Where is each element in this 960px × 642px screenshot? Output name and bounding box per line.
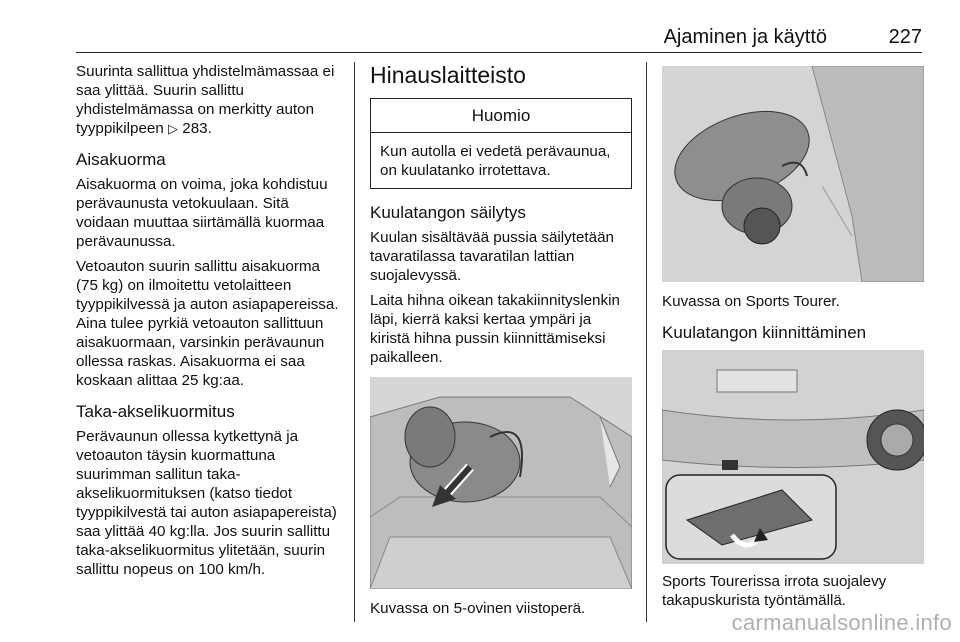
column-3 <box>662 62 924 616</box>
figure-caption: Kuvassa on 5-ovinen viistoperä. <box>370 600 586 617</box>
column-2 <box>370 62 632 624</box>
heading-aisakuorma: Aisakuorma <box>76 150 166 169</box>
paragraph: Vetoauton suurin sallittu aisakuorma (75 kg) on ilmoitettu vetolaitteen tyyppikilvessä ja auton asiapapereissa. Aina tulee pyrkiä vetoauton sallittuun aisakuormaan, varsinkin perävaunun ollessa raskas. Aisakuorma ei saa koskaan alittaa 25 kg:aa. <box>76 258 339 389</box>
figure-caption: Kuvassa on Sports Tourer. <box>662 293 840 310</box>
trunk-bag-illustration <box>370 377 632 589</box>
paragraph: Kuulan sisältävää pussia säilytetään tavaratilassa tavaratilan lattian suojalevyssä. <box>370 229 614 284</box>
paragraph: Aisakuorma on voima, joka kohdistuu perävaunusta vetokuulaan. Sitä voidaan muuttaa siirtämällä kuormaa perävaunussa. <box>76 176 328 250</box>
page-number: 227 <box>888 26 922 48</box>
paragraph: Laita hihna oikean takakiinnityslenkin läpi, kierrä kaksi kertaa ympäri ja kiristä hihna pussin kiinnittämiseksi paikalleen. <box>370 292 620 366</box>
sports-tourer-trunk-illustration <box>662 66 924 282</box>
intro-text: Suurinta sallittua yhdistelmämassaa ei saa ylittää. Suurin sallittu yhdistelmämassa on merkitty auton tyyppikilpeen <box>76 63 335 137</box>
heading-kiinnittaminen: Kuulatangon kiinnittäminen <box>662 323 867 342</box>
heading-sailytys: Kuulatangon säilytys <box>370 203 526 222</box>
section-heading: Hinauslaitteisto <box>370 62 526 88</box>
watermark: carmanualsonline.info <box>731 610 952 635</box>
note-box <box>370 98 632 189</box>
running-title: Ajaminen ja käyttö <box>663 26 827 48</box>
note-title: Huomio <box>371 99 631 133</box>
page-reference[interactable]: 283. <box>182 120 212 137</box>
heading-taka-akselikuormitus: Taka-akselikuormitus <box>76 402 235 421</box>
note-body: Kun autolla ei vedetä perävaunua, on kuulatanko irrotettava. <box>380 143 611 179</box>
column-divider <box>646 62 647 622</box>
page-header <box>76 22 922 46</box>
header-rule <box>76 52 922 53</box>
intro-paragraph <box>76 62 344 138</box>
bumper-cover-illustration <box>662 350 924 564</box>
column-divider <box>354 62 355 622</box>
paragraph: Sports Tourerissa irrota suojalevy takapuskurista työntämällä. <box>662 573 887 609</box>
column-1 <box>76 62 344 585</box>
arrow-ref-icon[interactable]: ▷ <box>168 121 179 136</box>
paragraph: Perävaunun ollessa kytkettynä ja vetoauton täysin kuormattuna suurimman sallitun taka-akselikuormituksen (katso tiedot tyyppikilvestä tai auton asiapapereista) saa ylittää 40 kg:lla. Jos suurin sallittu taka-akselikuormitus ylitetään, suurin sallittu nopeus on 100 km/h. <box>76 428 337 578</box>
